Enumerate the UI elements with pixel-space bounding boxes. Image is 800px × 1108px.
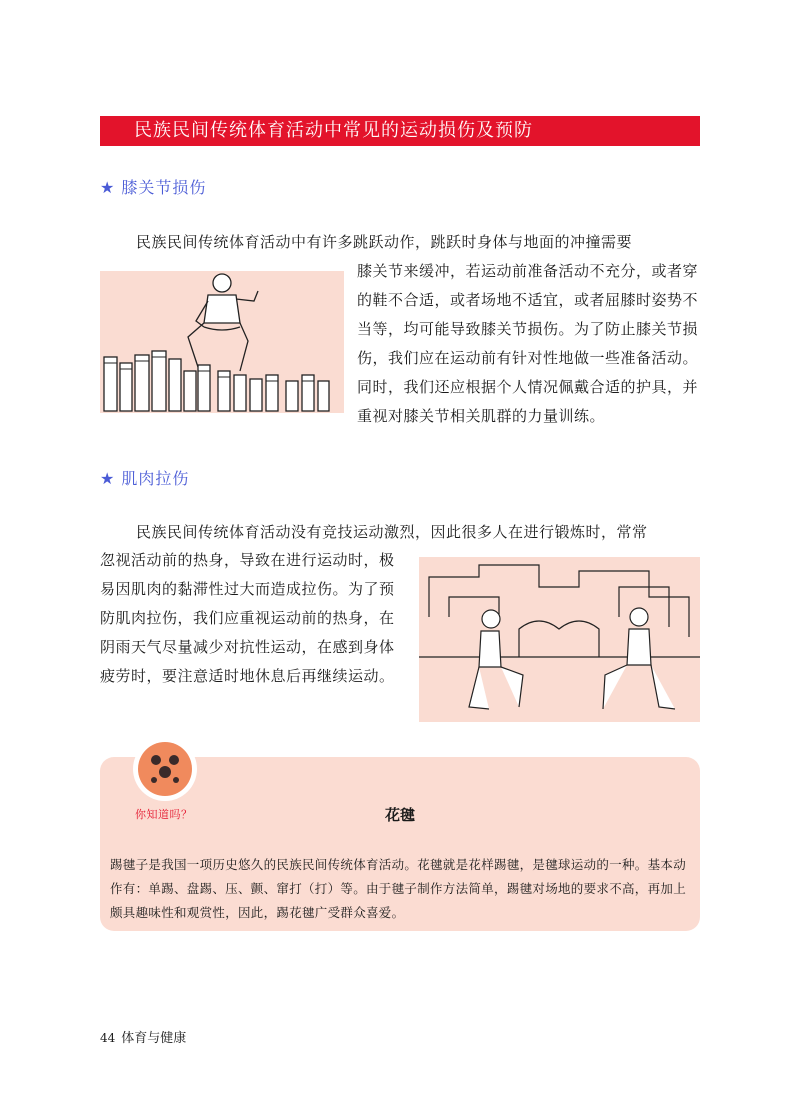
page-footer <box>100 1027 186 1046</box>
did-you-know-label: 你知道吗？ <box>135 808 193 821</box>
two-people-stretching-drawing <box>419 557 700 722</box>
muscle-strain-heading <box>100 466 189 489</box>
stretching-illustration <box>419 557 700 722</box>
did-you-know-text: 踢毽子是我国一项历史悠久的民族民间传统体育活动。花毽就是花样踢毽，是毽球运动的一种。基本动作有：单踢、盘踢、压、颤、窜打（打）等。由于毽子制作方法简单，踢毽对场地的要求不高，再加上颇具趣味性和观赏性，因此，踢花毽广受群众喜爱。 <box>110 857 687 920</box>
muscle-paragraph-body: 忽视活动前的热身，导致在进行运动时，极易因肌肉的黏滞性过大而造成拉伤。为了预防肌肉拉伤，我们应重视运动前的热身，在阴雨天气尽量减少对抗性运动，在感到身体疲劳时，要注意适时地休息后再继续运动。 <box>100 551 395 685</box>
book-title: 体育与健康 <box>121 1031 187 1046</box>
page-number: 44 <box>100 1031 116 1045</box>
man-on-stilts-drawing <box>100 271 344 413</box>
knee-injury-heading-text: 膝关节损伤 <box>121 178 207 197</box>
knee-injury-heading <box>100 175 206 198</box>
shuttlecock-badge-icon <box>133 737 197 801</box>
muscle-strain-heading-text: 肌肉拉伤 <box>121 469 190 488</box>
muscle-paragraph-first-line: 民族民间传统体育活动没有竞技运动激烈，因此很多人在进行锻炼时，常常 <box>136 523 648 541</box>
knee-paragraph-first-line: 民族民间传统体育活动中有许多跳跃动作，跳跃时身体与地面的冲撞需要 <box>136 233 633 251</box>
knee-paragraph-body: 膝关节来缓冲，若运动前准备活动不充分，或者穿的鞋不合适，或者场地不适宜，或者屈膝时姿势不当等，均可能导致膝关节损伤。为了防止膝关节损伤，我们应在运动前有针对性地做一些准备活动。同时，我们还应根据个人情况佩戴合适的护具，并重视对膝关节相关肌群的力量训练。 <box>357 262 699 425</box>
did-you-know-title: 花毽 <box>384 806 415 824</box>
star-icon: ★ <box>100 469 116 488</box>
section-title-banner: 民族民间传统体育活动中常见的运动损伤及预防 <box>100 116 700 146</box>
knee-illustration <box>100 271 344 413</box>
star-icon: ★ <box>100 178 116 197</box>
